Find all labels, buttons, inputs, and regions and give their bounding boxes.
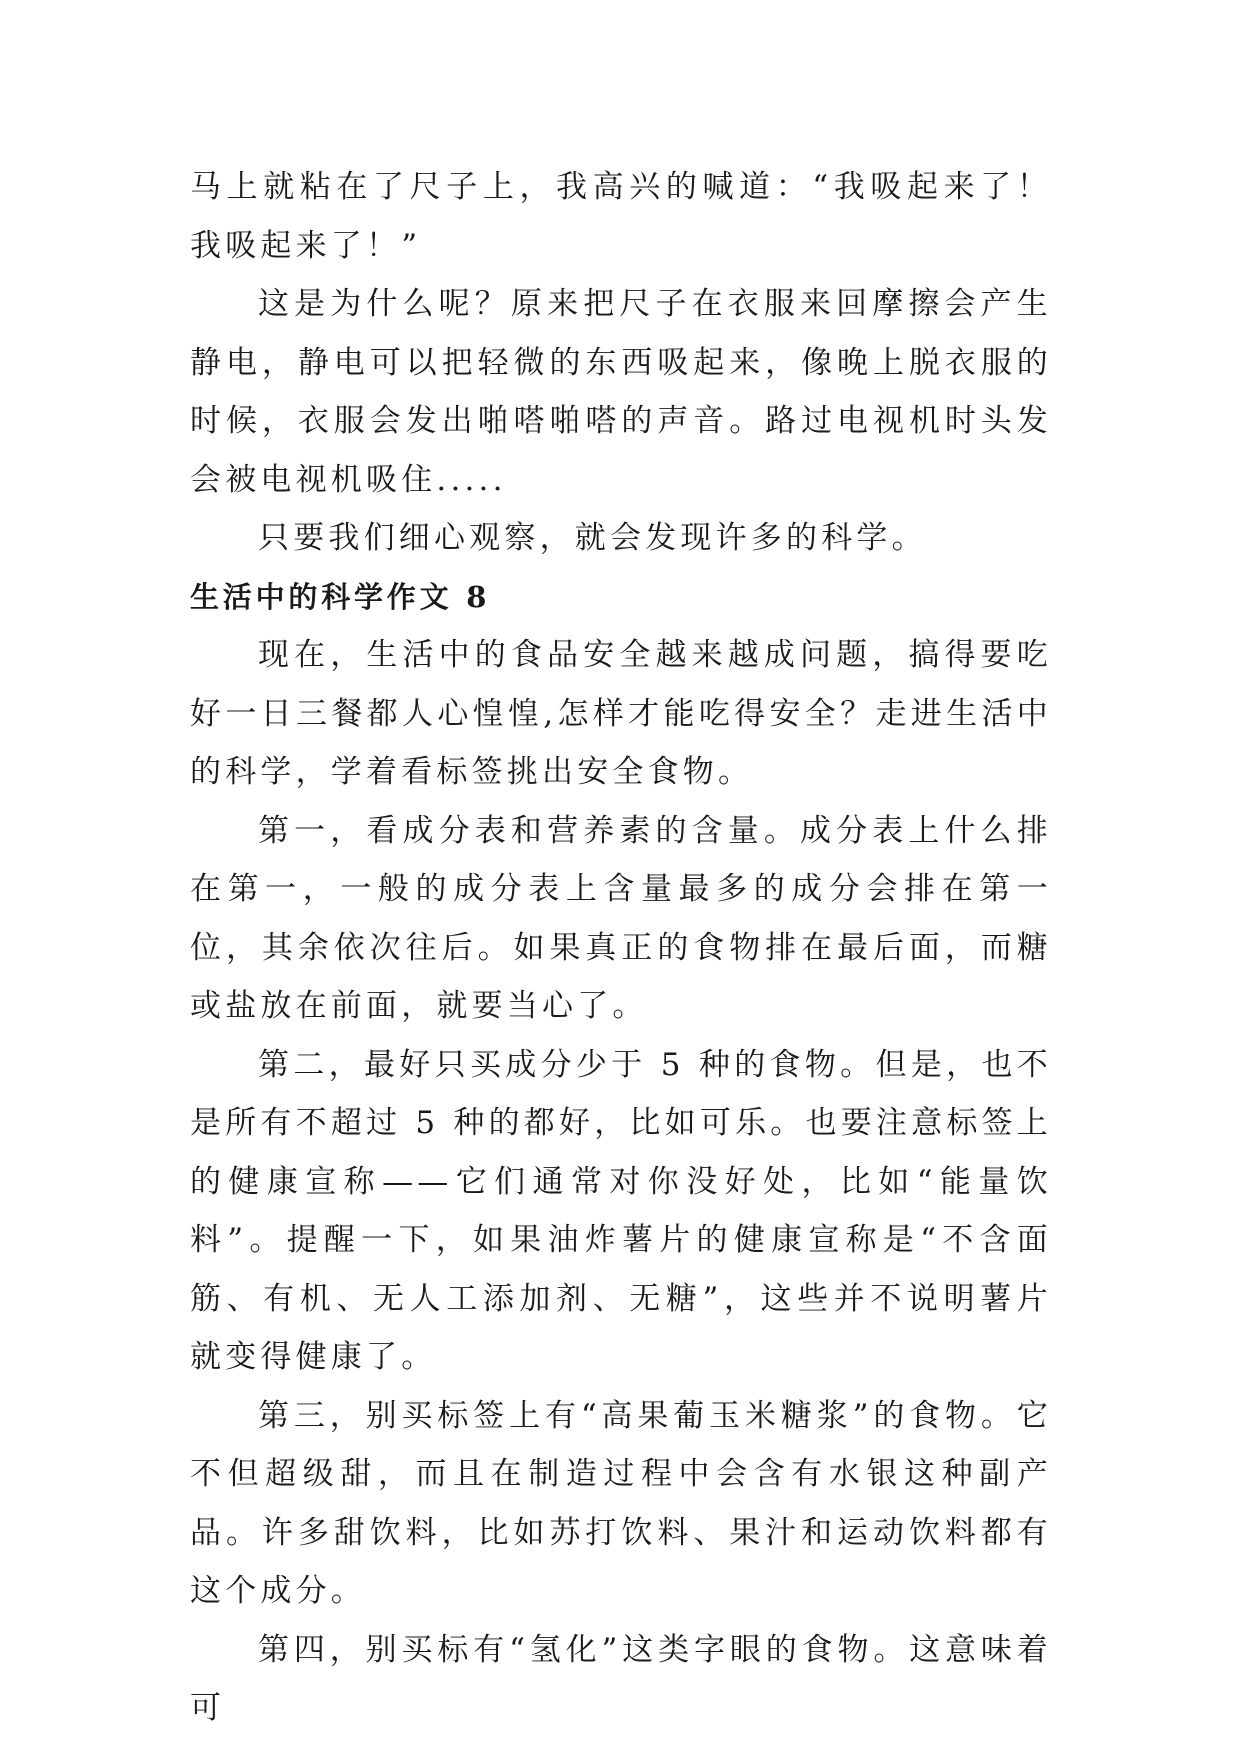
document-page (190, 158, 1052, 1738)
paragraph-point-four: 第四，别买标有“氢化”这类字眼的食物。这意味着可 (190, 1631, 1052, 1726)
paragraph-continuation: 马上就粘在了尺子上，我高兴的喊道：“我吸起来了！我吸起来了！” (190, 169, 1052, 264)
paragraph-observe: 只要我们细心观察，就会发现许多的科学。 (258, 520, 927, 556)
paragraph-food-safety-intro: 现在，生活中的食品安全越来越成问题，搞得要吃好一日三餐都人心惶惶,怎样才能吃得安全？走进生活中的科学，学着看标签挑出安全食物。 (190, 637, 1052, 790)
paragraph-static-electricity: 这是为什么呢？原来把尺子在衣服来回摩擦会产生静电，静电可以把轻微的东西吸起来，像晚上脱衣服的时候，衣服会发出啪嗒啪嗒的声音。路过电视机时头发会被电视机吸住..... (190, 286, 1052, 498)
paragraph-point-one: 第一，看成分表和营养素的含量。成分表上什么排在第一，一般的成分表上含量最多的成分会排在第一位，其余依次往后。如果真正的食物排在最后面，而糖或盐放在前面，就要当心了。 (190, 812, 1052, 1024)
paragraph-point-two: 第二，最好只买成分少于 5 种的食物。但是，也不是所有不超过 5 种的都好，比如可乐。也要注意标签上的健康宣称——它们通常对你没好处，比如“能量饮料”。提醒一下，如果油炸薯片的健康宣称是“不含面筋、有机、无人工添加剂、无糖”，这些并不说明薯片就变得健康了。 (190, 1046, 1052, 1375)
essay-title: 生活中的科学作文 8 (190, 579, 491, 614)
paragraph-point-three: 第三，别买标签上有“高果葡玉米糖浆”的食物。它不但超级甜，而且在制造过程中会含有水银这种副产品。许多甜饮料，比如苏打饮料、果汁和运动饮料都有这个成分。 (190, 1397, 1052, 1609)
